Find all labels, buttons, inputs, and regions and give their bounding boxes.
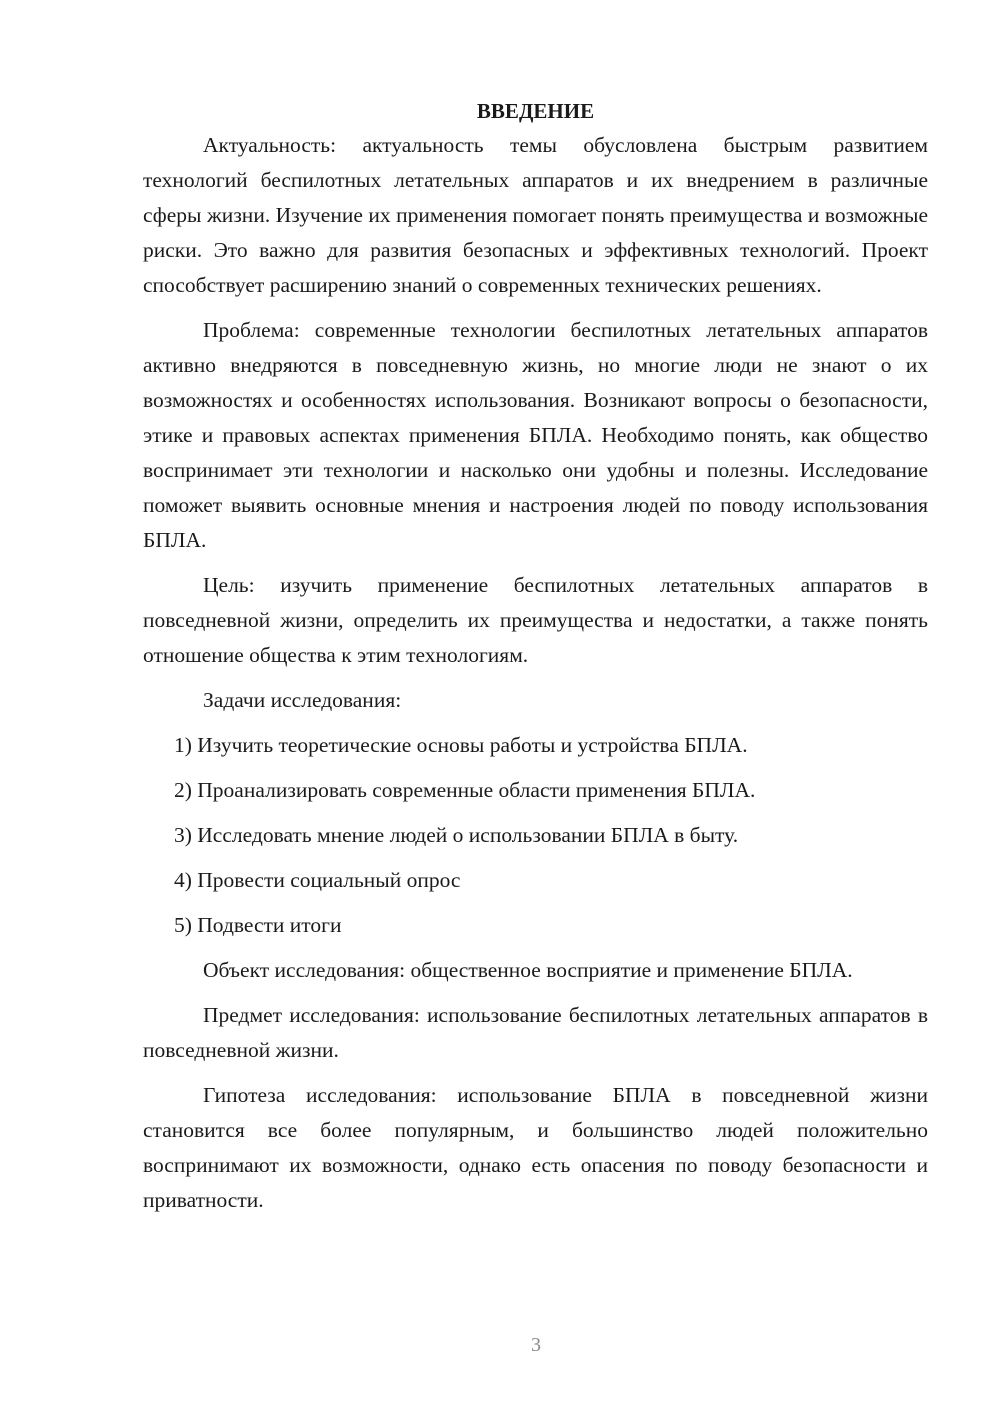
task-list [143, 728, 928, 943]
page-title: ВВЕДЕНИЕ [476, 99, 595, 123]
paragraph-relevance: Актуальность: актуальность темы обусловлена быстрым развитием технологий беспилотных летательных аппаратов и их внедрением в различные сферы жизни. Изучение их применения помогает понять преимущества и возможные риски. Это важно для развития безопасных и эффективных технологий. Проект способствует расширению знаний о современных технических решениях. [143, 133, 928, 297]
task-item-1: 1) Изучить теоретические основы работы и устройства БПЛА. [174, 733, 748, 757]
paragraph-problem: Проблема: современные технологии беспилотных летательных аппаратов активно внедряются в повседневную жизнь, но многие люди не знают о их возможностях и особенностях использования. Возникают вопросы о безопасности, этике и правовых аспектах применения БПЛА. Необходимо понять, как общество воспринимает эти технологии и насколько они удобны и полезны. Исследование поможет выявить основные мнения и настроения людей по поводу использования БПЛА. [143, 318, 928, 552]
tasks-title: Задачи исследования: [203, 688, 402, 712]
task-item-3: 3) Исследовать мнение людей о использовании БПЛА в быту. [174, 823, 739, 847]
task-item-4: 4) Провести социальный опрос [174, 868, 461, 892]
paragraph-subject: Предмет исследования: использование беспилотных летательных аппаратов в повседневной жизни. [143, 1003, 928, 1062]
document-page [143, 96, 928, 1228]
task-item-5: 5) Подвести итоги [174, 913, 342, 937]
task-item-2: 2) Проанализировать современные области применения БПЛА. [174, 778, 756, 802]
paragraph-object: Объект исследования: общественное восприятие и применение БПЛА. [203, 958, 853, 982]
page-number: 3 [531, 1334, 541, 1356]
paragraph-goal: Цель: изучить применение беспилотных летательных аппаратов в повседневной жизни, определить их преимущества и недостатки, а также понять отношение общества к этим технологиям. [143, 573, 928, 667]
paragraph-hypothesis: Гипотеза исследования: использование БПЛА в повседневной жизни становится все более популярным, и большинство людей положительно воспринимают их возможности, однако есть опасения по поводу безопасности и приватности. [143, 1083, 928, 1212]
